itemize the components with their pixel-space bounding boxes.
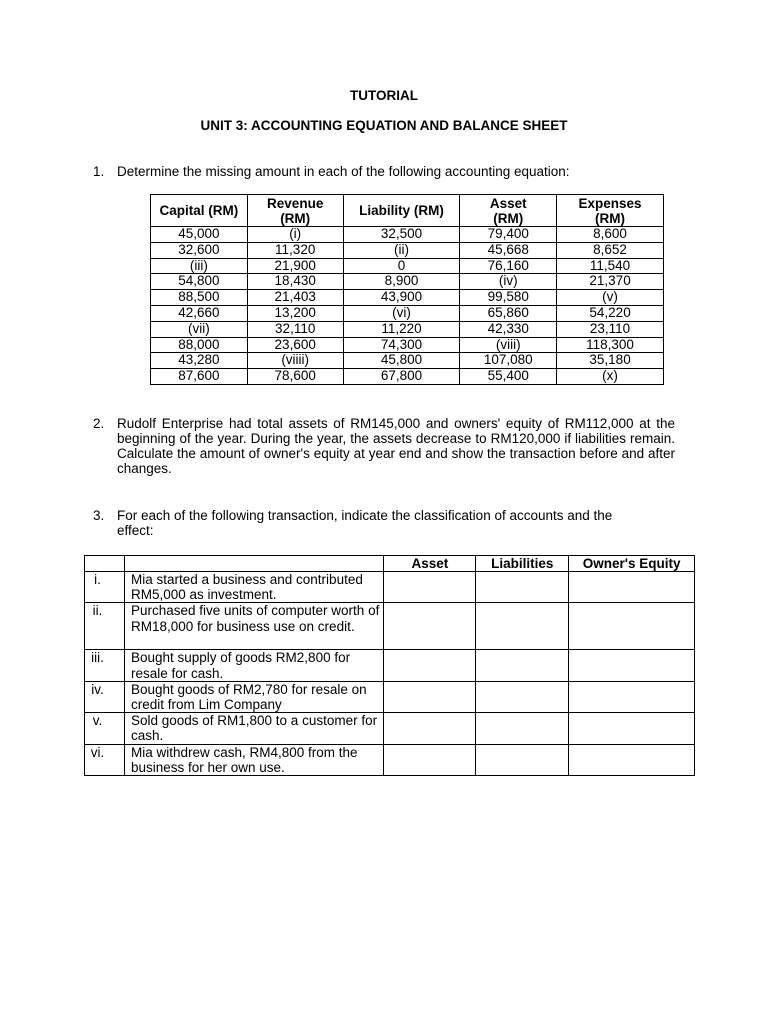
asset-answer-cell[interactable] [384,744,476,775]
table-cell: 32,600 [151,242,248,258]
table-cell: 23,600 [247,337,343,353]
table-header-row [85,556,695,572]
table-cell: 35,180 [557,353,664,369]
row-index: vi. [85,744,125,775]
transaction-description: Mia started a business and contributed RM5,000 as investment. [124,572,383,603]
table-cell: 8,652 [557,242,664,258]
table-row [151,321,664,337]
table-cell: (vii) [151,321,248,337]
table-row [85,650,695,681]
owners-equity-answer-cell[interactable] [569,713,695,744]
table-cell: 8,900 [343,274,460,290]
accounting-equation-table [150,194,664,385]
table-cell: 88,000 [151,337,248,353]
table-cell: 54,800 [151,274,248,290]
asset-answer-cell[interactable] [384,650,476,681]
table-row [85,681,695,712]
row-index: i. [85,572,125,603]
table-cell: 43,280 [151,353,248,369]
table-cell: 23,110 [557,321,664,337]
row-index: ii. [85,603,125,650]
row-index: iii. [85,650,125,681]
liabilities-answer-cell[interactable] [476,744,569,775]
page-subtitle: UNIT 3: ACCOUNTING EQUATION AND BALANCE SHEET [200,118,568,133]
liabilities-answer-cell[interactable] [476,603,569,650]
table-cell: 79,400 [460,227,557,243]
transaction-classification-table [84,555,695,776]
table-row [151,258,664,274]
column-header: Liability (RM) [343,195,460,227]
owners-equity-answer-cell[interactable] [569,681,695,712]
table-cell: 32,110 [247,321,343,337]
table-cell: 11,540 [557,258,664,274]
table-row [151,242,664,258]
table-cell: (vi) [343,305,460,321]
page-title: TUTORIAL [350,88,418,103]
liabilities-answer-cell[interactable] [476,681,569,712]
table-cell: 74,300 [343,337,460,353]
row-index: v. [85,713,125,744]
table-cell: 21,403 [247,290,343,306]
table-row [85,744,695,775]
question-1-text: Determine the missing amount in each of the following accounting equation: [117,164,570,179]
table-cell: 8,600 [557,227,664,243]
table-cell: 0 [343,258,460,274]
column-header: Expenses (RM) [557,195,664,227]
table-cell: 88,500 [151,290,248,306]
liabilities-answer-cell[interactable] [476,572,569,603]
column-header: Capital (RM) [151,195,248,227]
table-cell: 45,668 [460,242,557,258]
question-3-number: 3. [93,508,105,523]
table-cell: 87,600 [151,369,248,385]
table-cell: (viiii) [247,353,343,369]
transaction-description: Bought supply of goods RM2,800 for resale for cash. [124,650,383,681]
row-index: iv. [85,681,125,712]
table-row [85,603,695,650]
question-3-text: For each of the following transaction, indicate the classification of accounts and the effect: [117,508,613,538]
table-row [85,572,695,603]
asset-answer-cell[interactable] [384,572,476,603]
table-cell: 11,320 [247,242,343,258]
liabilities-answer-cell[interactable] [476,713,569,744]
table-cell: 54,220 [557,305,664,321]
table-cell: 78,600 [247,369,343,385]
table-cell: (iv) [460,274,557,290]
table-cell: 11,220 [343,321,460,337]
table-cell: 42,660 [151,305,248,321]
asset-answer-cell[interactable] [384,603,476,650]
column-header: Asset (RM) [460,195,557,227]
question-2-number: 2. [93,416,105,431]
table-row [151,227,664,243]
table-cell: 76,160 [460,258,557,274]
table-row [151,369,664,385]
column-header-liabilities: Liabilities [476,556,569,572]
column-header-asset: Asset [384,556,476,572]
transaction-description: Purchased five units of computer worth of RM18,000 for business use on credit. [124,603,383,650]
table-cell: (viii) [460,337,557,353]
transaction-description: Bought goods of RM2,780 for resale on credit from Lim Company [124,681,383,712]
column-header-owners-equity: Owner's Equity [569,556,695,572]
table-cell: 55,400 [460,369,557,385]
table-row [151,274,664,290]
table-cell: 107,080 [460,353,557,369]
table-row [151,353,664,369]
table-cell: 65,860 [460,305,557,321]
owners-equity-answer-cell[interactable] [569,744,695,775]
owners-equity-answer-cell[interactable] [569,603,695,650]
table-row [151,305,664,321]
table-cell: 118,300 [557,337,664,353]
table-row [85,713,695,744]
column-header [124,556,383,572]
transaction-description: Mia withdrew cash, RM4,800 from the business for her own use. [124,744,383,775]
column-header [85,556,125,572]
asset-answer-cell[interactable] [384,681,476,712]
table-cell: 42,330 [460,321,557,337]
table-cell: 32,500 [343,227,460,243]
table-row [151,290,664,306]
table-cell: 21,370 [557,274,664,290]
question-2-text: Rudolf Enterprise had total assets of RM145,000 and owners' equity of RM112,000 at the beginning of the year. During the year, the assets decrease to RM120,000 if liabilities remain. Calculate the amount of owner's equity at year end and show the transaction before and after changes. [117,416,675,476]
question-1-number: 1. [93,164,105,179]
transaction-description: Sold goods of RM1,800 to a customer for cash. [124,713,383,744]
table-cell: 45,800 [343,353,460,369]
table-cell: (i) [247,227,343,243]
asset-answer-cell[interactable] [384,713,476,744]
table-cell: 43,900 [343,290,460,306]
owners-equity-answer-cell[interactable] [569,650,695,681]
table-cell: (v) [557,290,664,306]
liabilities-answer-cell[interactable] [476,650,569,681]
table-cell: 21,900 [247,258,343,274]
table-cell: 18,430 [247,274,343,290]
table-cell: (ii) [343,242,460,258]
table-header-row [151,195,664,227]
column-header: Revenue (RM) [247,195,343,227]
table-cell: 13,200 [247,305,343,321]
owners-equity-answer-cell[interactable] [569,572,695,603]
table-cell: (x) [557,369,664,385]
table-cell: 99,580 [460,290,557,306]
table-cell: (iii) [151,258,248,274]
table-row [151,337,664,353]
table-cell: 45,000 [151,227,248,243]
table-cell: 67,800 [343,369,460,385]
